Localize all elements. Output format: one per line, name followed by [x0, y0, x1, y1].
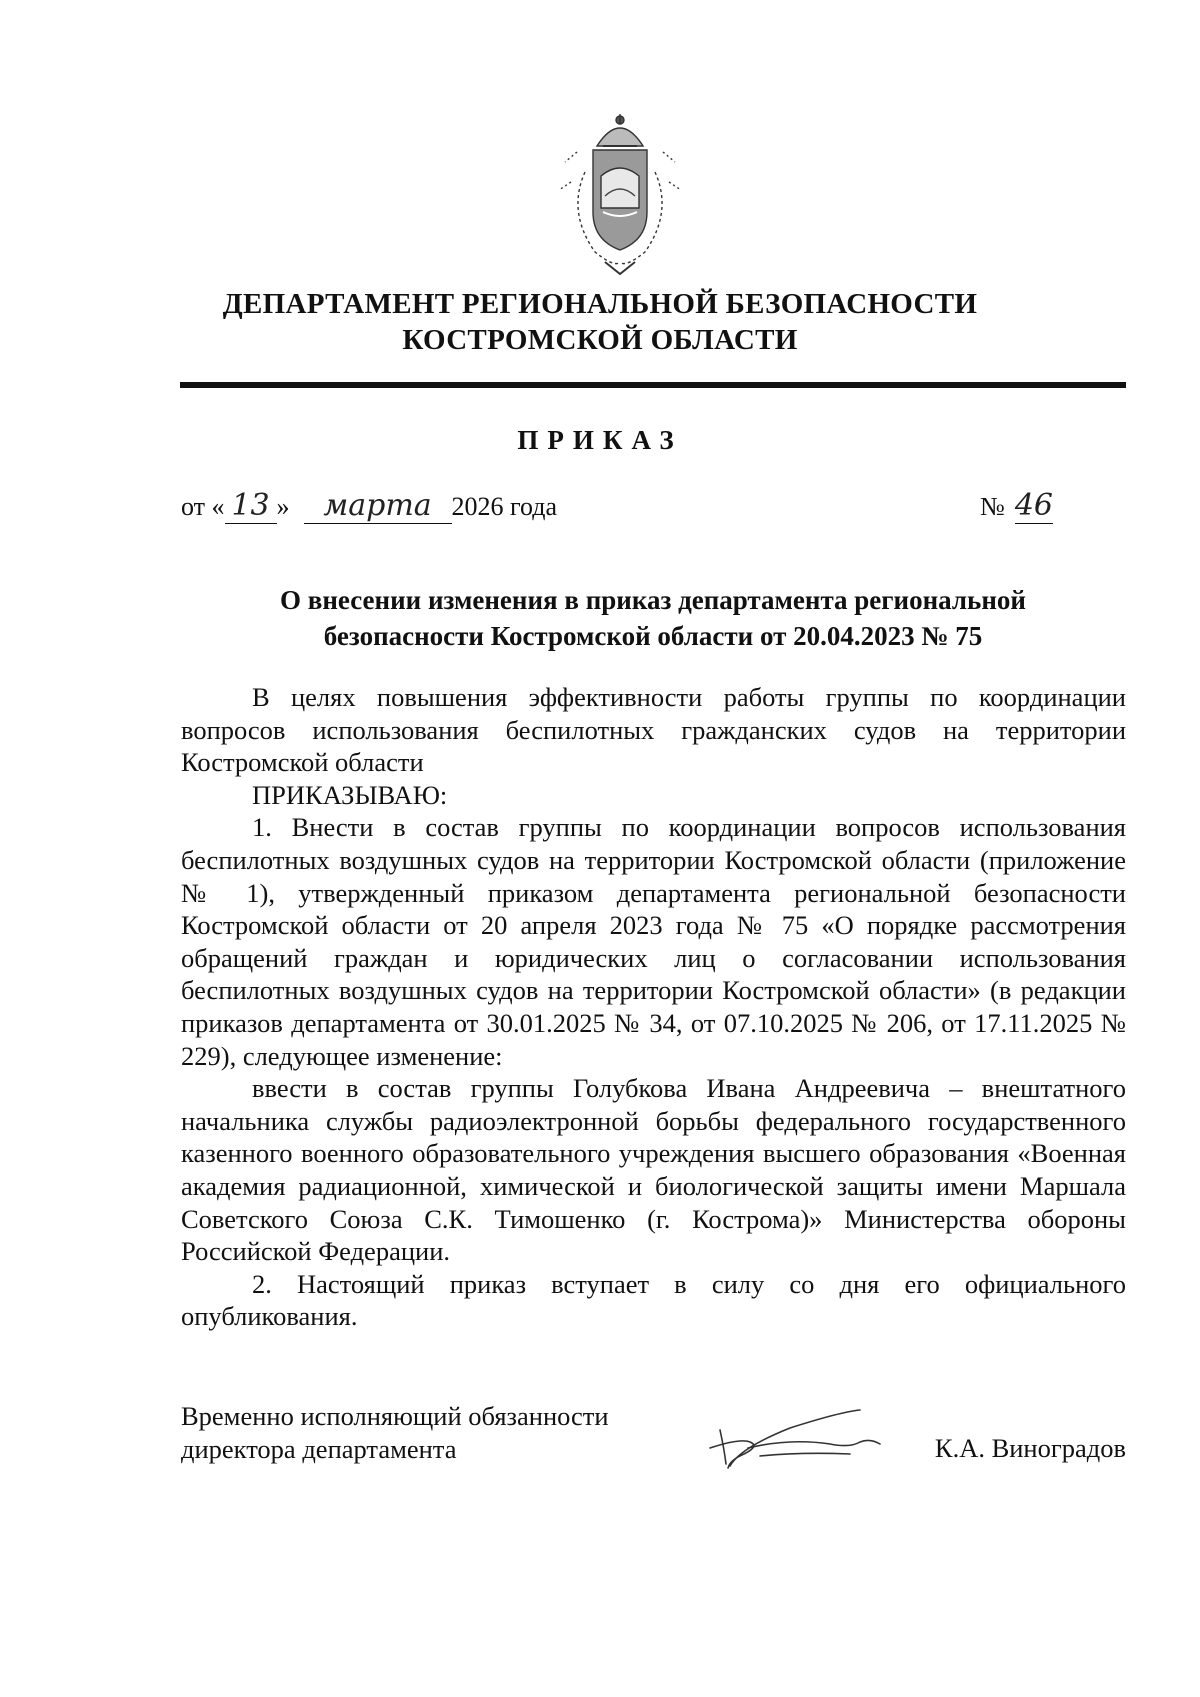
document-type: ПРИКАЗ [517, 425, 683, 455]
signature-position-line2: директора департамента [181, 1434, 457, 1464]
signature-position-line1: Временно исполняющий обязанности [181, 1401, 609, 1431]
item-1-paragraph: 1. Внести в состав группы по координации вопросов использования беспилотных воздушных судов на территории Костромской области (приложение № 1), утвержденный приказом департамента региональной безопасности Костромской области от 20 апреля 2023 года № 75 «О порядке рассмотрения обращений граждан и юридических лиц о согласовании использования беспилотных воздушных судов на территории Костромской области» (в редакции приказов департамента от 30.01.2025 № 34, от 07.10.2025 № 206, от 17.11.2025 № 229), следующее изменение: [181, 812, 1126, 1071]
signatory-name: К.А. Виноградов [934, 1433, 1126, 1463]
org-name-line2: КОСТРОМСКОЙ ОБЛАСТИ [402, 324, 798, 356]
date-month: марта [304, 488, 452, 524]
date-year: 2026 года [451, 492, 558, 521]
item-2-paragraph: 2. Настоящий приказ вступает в силу со дня его официального опубликования. [181, 1268, 1126, 1332]
document-subject [180, 582, 1126, 654]
date-prefix: от « [181, 492, 225, 521]
date-mid: » [276, 492, 290, 521]
number-line [980, 488, 1053, 523]
document-number: 46 [1014, 488, 1053, 523]
date-line [181, 488, 557, 524]
preamble-paragraph: В целях повышения эффективности работы группы по координации вопросов использования беспилотных гражданских судов на территории Костромской области [181, 682, 1126, 778]
date-day: 13 [225, 488, 277, 524]
order-word: ПРИКАЗЫВАЮ: [252, 779, 448, 810]
number-label: № [980, 492, 1005, 521]
signature-position [181, 1400, 609, 1466]
subject-line1: О внесении изменения в приказ департамента региональной [280, 585, 1026, 615]
regional-coat-of-arms-icon [545, 112, 695, 277]
org-name-line1: ДЕПАРТАМЕНТ РЕГИОНАЛЬНОЙ БЕЗОПАСНОСТИ [222, 288, 978, 320]
handwritten-signature-icon [700, 1408, 910, 1478]
item-1-sub-paragraph: ввести в состав группы Голубкова Ивана Андреевича – внештатного начальника службы радиоэлектронной борьбы федерального государственного казенного военного образовательного учреждения высшего образования «Военная академия радиационной, химической и биологической защиты имени Маршала Советского Союза С.К. Тимошенко (г. Кострома)» Министерства обороны Российской Федерации. [181, 1073, 1126, 1267]
subject-line2: безопасности Костромской области от 20.04.2023 № 75 [323, 621, 983, 651]
header-divider [180, 382, 1126, 388]
document-body [181, 681, 1126, 1333]
